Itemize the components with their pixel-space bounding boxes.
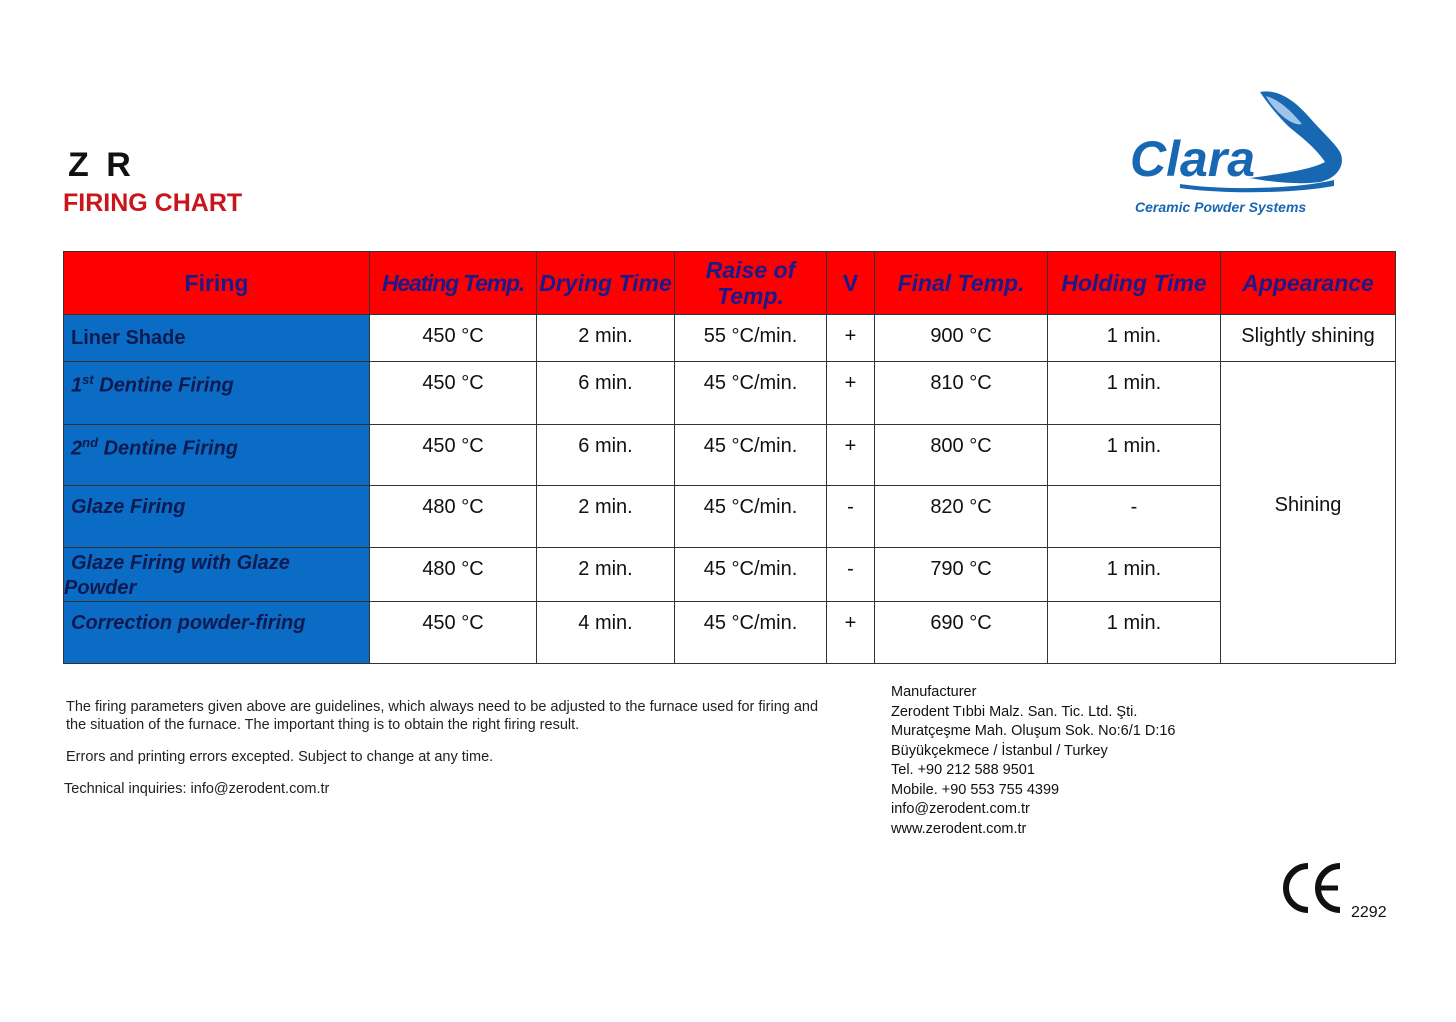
raise-temp-cell: 45 °C/min. bbox=[675, 362, 827, 425]
heating-temp-cell: 450 °C bbox=[370, 425, 537, 486]
table-row bbox=[64, 548, 1396, 602]
manufacturer-street: Muratçeşme Mah. Oluşum Sok. No:6/1 D:16 bbox=[891, 723, 1176, 739]
holding-time-cell: 1 min. bbox=[1048, 315, 1221, 362]
table-row bbox=[64, 362, 1396, 425]
raise-temp-cell: 45 °C/min. bbox=[675, 548, 827, 602]
drying-time-cell: 6 min. bbox=[537, 425, 675, 486]
brand-logo bbox=[1120, 86, 1360, 221]
final-temp-cell: 810 °C bbox=[875, 362, 1048, 425]
brand-tagline: Ceramic Powder Systems bbox=[1135, 199, 1307, 215]
raise-temp-cell: 55 °C/min. bbox=[675, 315, 827, 362]
manufacturer-city: Büyükçekmece / İstanbul / Turkey bbox=[891, 742, 1108, 759]
firing-label: Glaze Firing bbox=[64, 486, 370, 548]
firing-ordinal: 2 bbox=[71, 437, 83, 460]
heating-temp-cell: 450 °C bbox=[370, 362, 537, 425]
col-header-firing: Firing bbox=[64, 252, 370, 315]
raise-temp-cell: 45 °C/min. bbox=[675, 602, 827, 664]
brand-name: Clara bbox=[1130, 131, 1256, 187]
vacuum-cell: + bbox=[827, 362, 875, 425]
product-title: Z R bbox=[68, 146, 135, 184]
table-row bbox=[64, 315, 1396, 362]
firing-label: Liner Shade bbox=[64, 315, 370, 362]
vacuum-cell: - bbox=[827, 486, 875, 548]
brand-logo-image bbox=[1120, 86, 1360, 198]
table-row bbox=[64, 425, 1396, 486]
col-header-final-temp: Final Temp. bbox=[875, 252, 1048, 315]
heating-temp-cell: 480 °C bbox=[370, 548, 537, 602]
vacuum-cell: + bbox=[827, 315, 875, 362]
page-title: FIRING CHART bbox=[63, 189, 243, 217]
manufacturer-mobile: Mobile. +90 553 755 4399 bbox=[891, 781, 1060, 798]
col-header-drying-time: Drying Time bbox=[537, 252, 675, 315]
firing-label bbox=[64, 425, 370, 486]
final-temp-cell: 690 °C bbox=[875, 602, 1048, 664]
firing-label-line2: Powder bbox=[64, 577, 137, 599]
drying-time-cell: 2 min. bbox=[537, 548, 675, 602]
technical-inquiries: Technical inquiries: info@zerodent.com.tr bbox=[64, 781, 330, 797]
manufacturer-heading: Manufacturer bbox=[891, 684, 977, 700]
firing-chart-table bbox=[63, 251, 1396, 664]
holding-time-cell: 1 min. bbox=[1048, 548, 1221, 602]
col-header-appearance: Appearance bbox=[1221, 252, 1396, 315]
final-temp-cell: 790 °C bbox=[875, 548, 1048, 602]
final-temp-cell: 800 °C bbox=[875, 425, 1048, 486]
firing-label bbox=[64, 362, 370, 425]
holding-time-cell: 1 min. bbox=[1048, 425, 1221, 486]
guideline-note: The firing parameters given above are guidelines, which always need to be adjusted to the furnace used for firing and the situation of the furnace. The important thing is to obtain the right firing result. bbox=[66, 699, 819, 733]
firing-label bbox=[64, 548, 370, 602]
firing-ordinal: 1 bbox=[71, 374, 83, 397]
heating-temp-cell: 450 °C bbox=[370, 602, 537, 664]
manufacturer-info bbox=[891, 683, 1175, 839]
firing-ordinal-suffix: st bbox=[82, 372, 94, 387]
errors-note: Errors and printing errors excepted. Subject to change at any time. bbox=[66, 749, 494, 765]
firing-name: Dentine Firing bbox=[93, 374, 234, 397]
ce-mark-icon bbox=[1280, 862, 1344, 914]
final-temp-cell: 900 °C bbox=[875, 315, 1048, 362]
holding-time-cell: 1 min. bbox=[1048, 362, 1221, 425]
col-header-holding-time: Holding Time bbox=[1048, 252, 1221, 315]
table-header-row bbox=[64, 252, 1396, 315]
heating-temp-cell: 480 °C bbox=[370, 486, 537, 548]
drying-time-cell: 6 min. bbox=[537, 362, 675, 425]
table-row bbox=[64, 486, 1396, 548]
firing-ordinal-suffix: nd bbox=[82, 435, 99, 450]
manufacturer-company: Zerodent Tıbbi Malz. San. Tic. Ltd. Şti. bbox=[891, 703, 1138, 720]
drying-time-cell: 4 min. bbox=[537, 602, 675, 664]
notified-body-number: 2292 bbox=[1351, 904, 1387, 921]
final-temp-cell: 820 °C bbox=[875, 486, 1048, 548]
vacuum-cell: + bbox=[827, 425, 875, 486]
col-header-heating-temp: Heating Temp. bbox=[370, 252, 537, 315]
raise-temp-cell: 45 °C/min. bbox=[675, 425, 827, 486]
manufacturer-tel: Tel. +90 212 588 9501 bbox=[891, 762, 1035, 778]
col-header-raise-of-temp: Raise of Temp. bbox=[675, 252, 827, 315]
appearance-cell: Slightly shining bbox=[1221, 315, 1396, 362]
firing-name: Dentine Firing bbox=[98, 437, 239, 460]
firing-label: Correction powder-firing bbox=[64, 602, 370, 664]
table-row bbox=[64, 602, 1396, 664]
manufacturer-website: www.zerodent.com.tr bbox=[891, 820, 1027, 837]
raise-temp-cell: 45 °C/min. bbox=[675, 486, 827, 548]
col-header-v: V bbox=[827, 252, 875, 315]
manufacturer-email: info@zerodent.com.tr bbox=[891, 801, 1030, 817]
vacuum-cell: + bbox=[827, 602, 875, 664]
notes-section bbox=[66, 698, 826, 812]
heating-temp-cell: 450 °C bbox=[370, 315, 537, 362]
vacuum-cell: - bbox=[827, 548, 875, 602]
drying-time-cell: 2 min. bbox=[537, 315, 675, 362]
holding-time-cell: - bbox=[1048, 486, 1221, 548]
firing-label-line1: Glaze Firing with Glaze bbox=[71, 552, 290, 574]
drying-time-cell: 2 min. bbox=[537, 486, 675, 548]
holding-time-cell: 1 min. bbox=[1048, 602, 1221, 664]
appearance-merged-cell: Shining bbox=[1221, 362, 1396, 664]
